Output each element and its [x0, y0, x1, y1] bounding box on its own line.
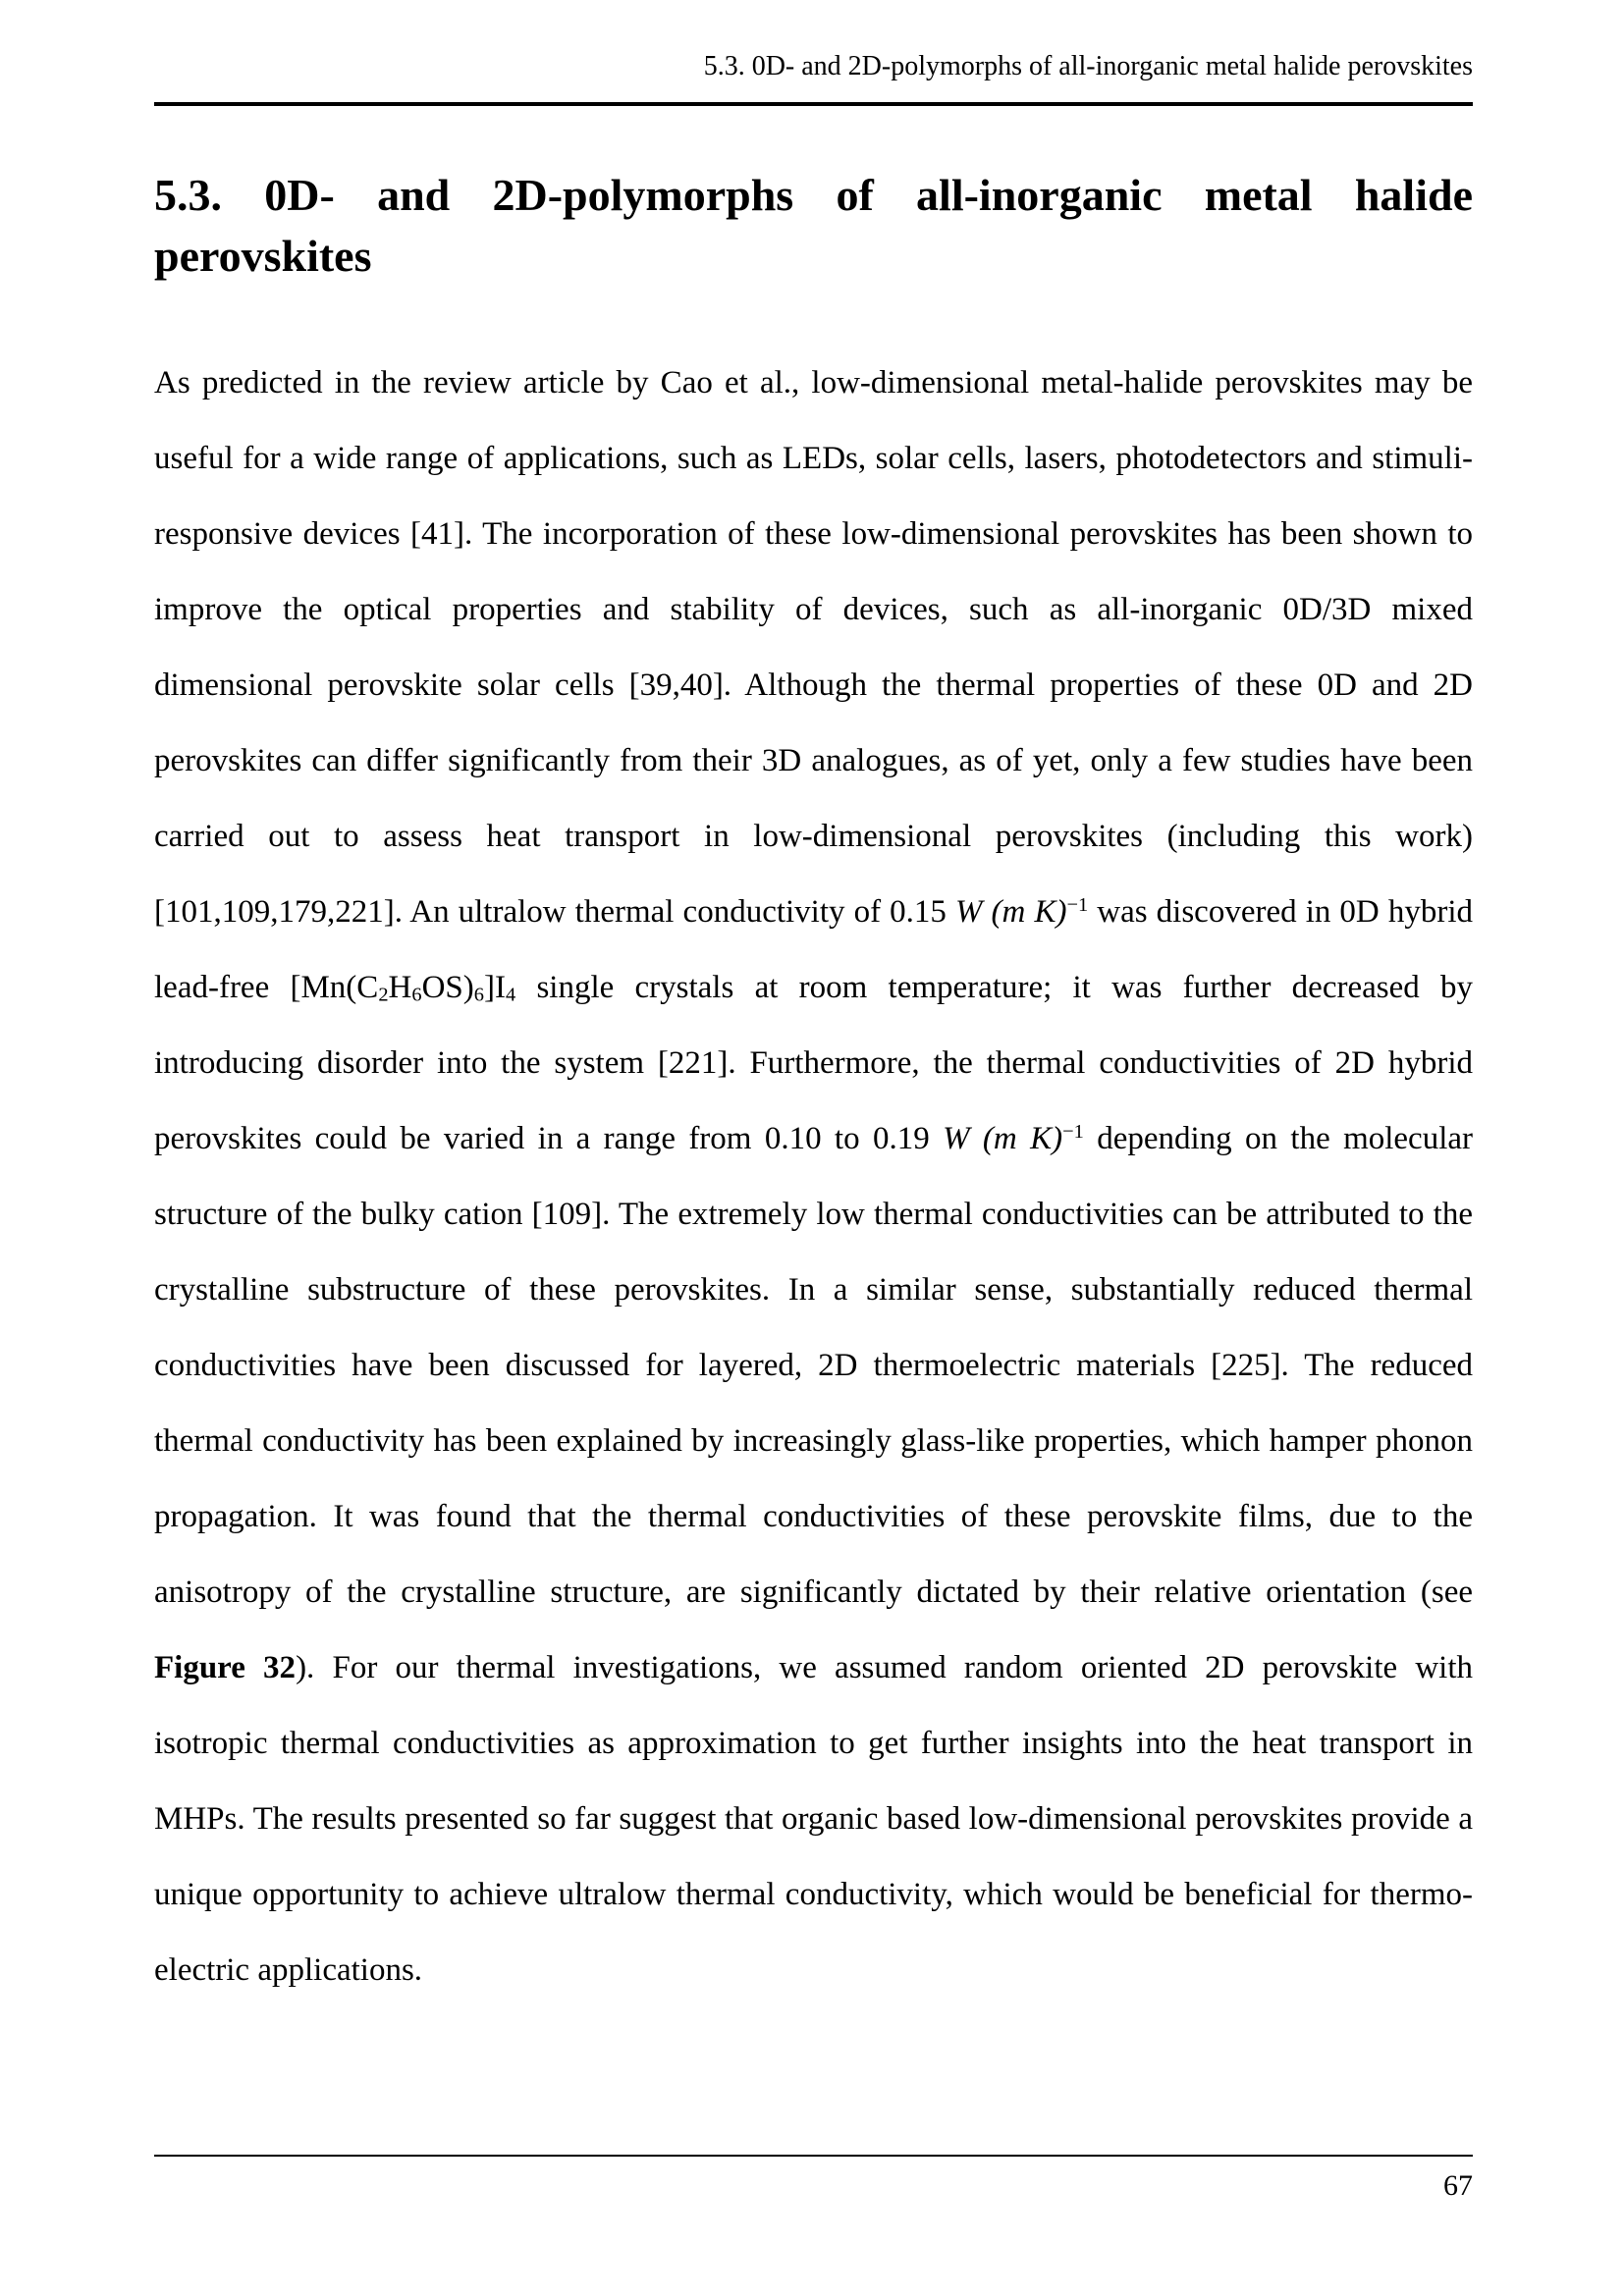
paragraph-segment: W (m K) [954, 894, 1067, 930]
paragraph-segment: H [388, 970, 412, 1005]
paragraph-segment: OS) [421, 970, 474, 1005]
paragraph-segment: −1 [1066, 893, 1089, 916]
header-rule [154, 102, 1473, 106]
paragraph-segment: 2 [378, 984, 389, 1006]
paragraph-segment: −1 [1062, 1120, 1084, 1143]
paragraph-segment: single crystals at room temperature; it was further decreased by introducing disorder into the system [221]. Furthermore, the thermal conductivities of 2D hybrid perovskites could be varied in a range from 0.10 to 0.19 [154, 970, 1473, 1156]
paragraph-segment: 4 [505, 984, 516, 1006]
paragraph-segment: Figure 32 [154, 1650, 297, 1685]
running-header: 5.3. 0D- and 2D-polymorphs of all-inorganic metal halide perovskites [703, 51, 1473, 81]
paragraph-segment: W (m K) [943, 1121, 1063, 1156]
body-paragraph [154, 346, 1473, 2008]
paragraph-segment: As predicted in the review article by Cao et al., low-dimensional metal-halide perovskites may be useful for a wide range of applications, such as LEDs, solar cells, lasers, photodetectors and stimuli-responsive devices [41]. The incorporation of these low-dimensional perovskites has been shown to improve the optical properties and stability of devices, such as all-inorganic 0D/3D mixed dimensional perovskite solar cells [39,40]. Although the thermal properties of these 0D and 2D perovskites can differ significantly from their 3D analogues, as of yet, only a few studies have been carried out to assess heat transport in low-dimensional perovskites (including this work) [101,109,179,221]. An ultralow thermal conductivity of 0.15 [154, 365, 1473, 930]
document-page [154, 0, 1473, 2296]
page-number: 67 [1443, 2169, 1473, 2202]
paragraph-segment: depending on the molecular structure of the bulky cation [109]. The extremely low thermal conductivities can be attributed to the crystalline substructure of these perovskites. In a similar sense, substantially reduced thermal conductivities have been discussed for layered, 2D thermoelectric materials [225]. The reduced thermal conductivity has been explained by increasingly glass-like properties, which hamper phonon propagation. It was found that the thermal conductivities of these perovskite films, due to the anisotropy of the crystalline structure, are significantly dictated by their relative orientation (see [154, 1121, 1474, 1610]
paragraph-segment: 6 [473, 984, 484, 1006]
paragraph-segment: 6 [411, 984, 422, 1006]
footer-rule [154, 2155, 1473, 2157]
paragraph-segment: ). For our thermal investigations, we assumed random oriented 2D perovskite with isotropic thermal conductivities as approximation to get further insights into the heat transport in MHPs. The results presented so far suggest that organic based low-dimensional perovskites provide a unique opportunity to achieve ultralow thermal conductivity, which would be beneficial for thermo-electric applications. [154, 1650, 1473, 1988]
section-heading: 5.3. 0D- and 2D-polymorphs of all-inorganic metal halide perovskites [154, 170, 1473, 281]
paragraph-segment: ]I [484, 970, 506, 1005]
paragraph-segment: was discovered in 0D hybrid lead-free [Mn(C [154, 894, 1473, 1005]
